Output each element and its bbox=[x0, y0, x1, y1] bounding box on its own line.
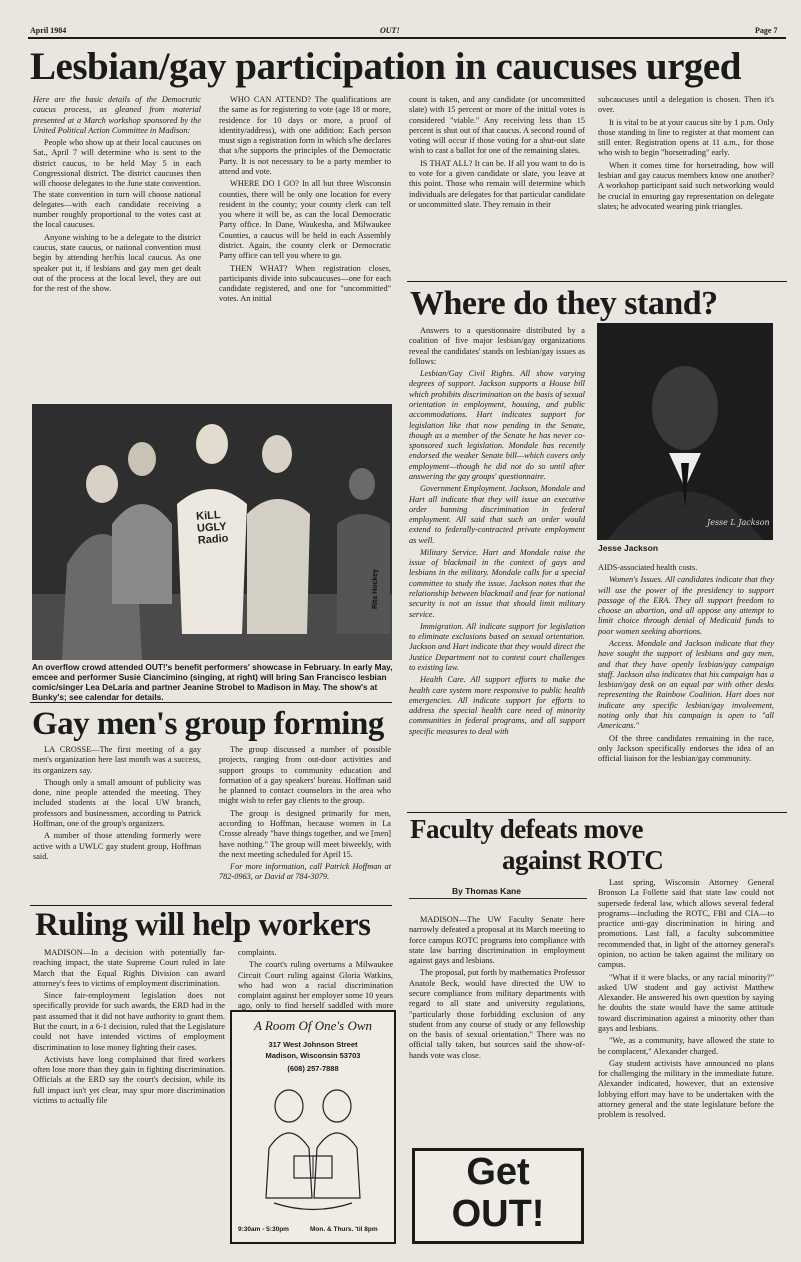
paragraph: Of the three candidates remaining in the race, only Jackson specifically endorses the idea of an official liaison for the lesbian/gay community. bbox=[598, 733, 774, 764]
gay-men-col1 bbox=[33, 745, 201, 903]
paragraph: People who show up at their local caucuses on Sat., April 7 will determine who is sent to the district caucus, to be held May 5 in each Congressional district. The district caucuses then will choose delegates to the June state convention. The state convention in turn will choose national delegates—with each candidate receiving a number roughly proportional to the votes cast at the local caucuses. bbox=[33, 138, 201, 230]
section-rule bbox=[30, 905, 392, 906]
ad-store-name: A Room Of One's Own bbox=[253, 1018, 373, 1033]
paragraph: count is taken, and any candidate (or uncommitted slate) with 15 percent or more of the initial votes is considered "viable." Any receiving less than 15 percent is shut out of that caucus. A second round of voting will occur if those voting for a shut-out slate wish to cast a ballot for one of the remaining slates. bbox=[409, 95, 585, 156]
photo-credit: Rita Hockey bbox=[372, 568, 379, 609]
paragraph: WHO CAN ATTEND? The qualifications are the same as for registering to vote (age 18 or more, residence for 10 days or more, a proof of identity/address), with one addition: Each person must sign a registration form in which s/he declares that s/he supports the principles of the Democratic Party. It is not necessary to be a party member to attend and vote. bbox=[219, 95, 391, 176]
faculty-headline-line1: Faculty defeats move bbox=[410, 814, 643, 844]
faculty-col1 bbox=[409, 915, 585, 1087]
jackson-caption: Jesse Jackson bbox=[598, 543, 659, 553]
paragraph: complaints. bbox=[238, 948, 277, 957]
paragraph: subcaucuses until a delegation is chosen. Then it's over. bbox=[598, 95, 774, 115]
paragraph: A number of those attending formerly were active with a UWLC gay student group, Hoffman said. bbox=[33, 831, 201, 861]
page-number: Page 7 bbox=[755, 26, 778, 35]
paragraph: The group discussed a number of possible projects, ranging from out-door activities and support groups to community education and formation of a gay speakers' bureau. Hoffman said he planned to contact counselors in the area who might wish to refer gay clients to the group. bbox=[219, 745, 391, 806]
get-out-line2: OUT! bbox=[451, 1193, 545, 1235]
ruling-col2 bbox=[238, 948, 393, 1011]
faculty-col2 bbox=[598, 878, 774, 1232]
ad-address-line2: Madison, Wisconsin 53703 bbox=[265, 1051, 361, 1060]
paragraph: It is vital to be at your caucus site by 1 p.m. Only those standing in line to register at that moment can still enter. Registration opens at 11 a.m., for those who wish to begin "horsetrading" early. bbox=[598, 117, 774, 158]
paragraph: Activists have long complained that fired workers often lose more than they gain in fighting discrimination. Officials at the ERD say the court's decision, while its full impact isn't yet clear, may spur more discrimination victims to actually file bbox=[33, 1054, 225, 1105]
ruling-col1 bbox=[33, 948, 225, 1240]
get-out-box bbox=[412, 1148, 584, 1244]
jackson-portrait bbox=[597, 323, 773, 540]
paragraph: Lesbian/Gay Civil Rights. All show varying degrees of support. Jackson supports a House bill which prohibits discrimination on the basis of sexual orientation in employment, housing, and public accommodations. Hart indicates support for legislation like that now pending in the Senate, though as a member of the Senate he has never co-sponsored such legislation. Mondale has recently endorsed the weaker Senate bill—which covers only employment—though he did not do so until after answering the gay groups' questionnaire. bbox=[409, 369, 585, 481]
jackson-photo bbox=[597, 323, 773, 540]
issue-date: April 1984 bbox=[30, 26, 67, 35]
paragraph: Access. Mondale and Jackson indicate that they have sought the support of lesbians and gay men, and that they have openly lesbian/gay campaign staff. Jackson also indicates that his campaign has a lesbian/gay desk on an equal par with other desks representing the Rainbow Coalition. Hart does not indicate any specific lesbian/gay involvement, noting only that his campaign is open to "all Americans." bbox=[598, 638, 774, 731]
publication-name: OUT! bbox=[380, 26, 400, 35]
paragraph: When it comes time for horsetrading, how will lesbian and gay caucus members know one another? A workshop participant said such networking would be crucial in ensuring gay representation on delegate slates; he advocated wearing pink triangles. bbox=[598, 160, 774, 211]
performers-photo bbox=[32, 404, 392, 660]
reading-women-illustration bbox=[254, 1078, 372, 1218]
gay-men-col2 bbox=[219, 745, 391, 903]
paragraph: MADISON—The UW Faculty Senate here narrowly defeated a proposal at its March meeting to force campus ROTC programs into compliance with state law barring discrimination in employment against gays and lesbians. bbox=[409, 915, 585, 966]
paragraph: Answers to a questionnaire distributed by a coalition of five major lesbian/gay organizations reveal the candidates' stands on lesbian/gay issues as follows: bbox=[409, 326, 585, 366]
paragraph: WHERE DO I GO? In all but three Wisconsin counties, there will be only one location for every resident in the county; your county clerk can tell you where it will be, as can the local Democratic Party office. In Dane, Waukesha, and Milwaukee Counties, a caucus will be held in each Assembly district. Again, the county clerk or Democratic Party office can tell you where to go. bbox=[219, 179, 391, 261]
paragraph: Government Employment. Jackson, Mondale and Hart all indicate that they will issue an executive order banning discrimination in federal employment. All said that such an order would extend to federally-contracted private employment as well. bbox=[409, 484, 585, 545]
paragraph: The group is designed primarily for men, according to Hoffman, because women in La Crosse already "have things together, and we [men] have nothing." The group will meet biweekly, with the next meeting scheduled for April 15. bbox=[219, 808, 391, 859]
paragraph: Though only a small amount of publicity was done, nine people attended the meeting. They included students at the local UW branch, professors and businessmen, according to Patrick Hoffman, one of the group's organizers. bbox=[33, 777, 201, 828]
paragraph: The proposal, put forth by mathematics Professor Anatole Beck, would have directed the UW to secure compliance from military departments with regard to all state and university regulations, "particularly those forbidding exclusion of any student from any course of study or any fellowship on the basis of sexual orientation." There was no official tally taken, but sources said the show-of-hands vote was close. bbox=[409, 968, 585, 1060]
paragraph: THEN WHAT? When registration closes, participants divide into subcaucuses—one for each candidate registered, and one for "uncommitted" votes. An initial bbox=[219, 263, 391, 304]
stand-col1 bbox=[409, 326, 585, 778]
stand-headline: Where do they stand? bbox=[410, 285, 718, 322]
ruling-headline: Ruling will help workers bbox=[35, 907, 371, 943]
photo-caption: An overflow crowd attended OUT!'s benefit performers' showcase in February. In early May, emcee and performer Susie Ciancimino (singing, at right) will bring San Francisco lesbian comic/singer Lea DeLaria and partner Jeanine Strobel to Madison in May. The show's at Bunky's; see calendar for details. bbox=[32, 662, 393, 703]
section-rule bbox=[30, 702, 392, 703]
paragraph: Since fair-employment legislation does not specifically provide for such awards, the ERD had in the past assumed that it did not have authority to grant them. But the court, in a 6-1 decision, ruled that the Legislature could not have intended victims of employment discrimination to lose money fighting their cases. bbox=[33, 991, 225, 1052]
byline-rule bbox=[409, 898, 587, 899]
stand-col2 bbox=[598, 563, 774, 778]
paragraph: Gay student activists have announced no plans for challenging the military in the immediate future. Alexander indicated, however, that an extensive lobbying effort may have to be undertaken with the attorney general and the state legislature before the problem is resolved. bbox=[598, 1058, 774, 1120]
header-rule bbox=[28, 37, 786, 39]
paragraph: LA CROSSE—The first meeting of a gay men's organization here last month was a success, its organizers say. bbox=[33, 745, 201, 775]
main-story-col2 bbox=[219, 95, 391, 395]
paragraph: The court's ruling overturns a Milwaukee Circuit Court ruling against Gloria Watkins, who had won a racial discrimination complaint against her employer some 10 years ago, only to find herself saddled with more bbox=[238, 960, 393, 1011]
byline: By Thomas Kane bbox=[452, 886, 521, 896]
ad-phone: (608) 257-7888 bbox=[287, 1064, 339, 1073]
jackson-signature: Jesse L Jackson bbox=[707, 518, 770, 527]
paragraph: Military Service. Hart and Mondale raise the issue of blackmail in the context of gays and lesbians in the military. Mondale calls for a special committee to study the issue. Jackson notes that the relationship between blackmail and fear for national security is not an issue that should limit military service. bbox=[409, 547, 585, 619]
faculty-headline-line2: against ROTC bbox=[502, 845, 664, 875]
paragraph: Health Care. All support efforts to make the health care system more responsive to public health emergencies. All indicate support for efforts to address the special health care need of minority communities in federal programs, and all support specific measures to deal with bbox=[409, 675, 585, 736]
paragraph: "What if it were blacks, or any racial minority?" asked UW student and gay activist Matthew Alexander. He answered his own question by saying he doubts the state would have the same attitude toward discrimination against a minority other than gays and lesbians. bbox=[598, 972, 774, 1033]
ad-address-line1: 317 West Johnson Street bbox=[268, 1040, 358, 1049]
shirt-text: KiLL UGLY Radio bbox=[195, 509, 229, 547]
section-rule bbox=[407, 281, 787, 282]
ad-hours: 9:30am - 5:30pm bbox=[238, 1226, 289, 1233]
paragraph: "We, as a community, have allowed the state to be complacent," Alexander charged. bbox=[598, 1036, 774, 1056]
paragraph: Anyone wishing to be a delegate to the district caucus, state caucus, or national convention must begin by attending her/his local caucus. As one speaker put it, if lesbians and gay men get dealt out of the process at the local level, they are out for the rest of the show. bbox=[33, 232, 201, 294]
gay-men-headline: Gay men's group forming bbox=[32, 706, 384, 742]
intro-paragraph: Here are the basic details of the Democratic caucus process, as gleaned from material presented at a March workshop sponsored by the United Political Action Committee in Madison: bbox=[33, 95, 201, 135]
main-story-col1 bbox=[33, 95, 201, 395]
ad-evening-hours: Mon. & Thurs. 'til 8pm bbox=[310, 1226, 378, 1233]
main-headline: Lesbian/gay participation in caucuses urged bbox=[30, 45, 741, 88]
paragraph: Last spring, Wisconsin Attorney General Bronson La Follette said that state law could not supersede federal law, which allows several federal programs—including the ROTC, FBI and CIA—to practice anti-gay discrimination in hiring and promotions. Last fall, a faculty subcommittee recommended that, in light of the attorney general's opinion, no action be taken against the military on campus. bbox=[598, 878, 774, 970]
paragraph: AIDS-associated health costs. bbox=[598, 563, 698, 572]
paragraph: IS THAT ALL? It can be. If all you want to do is to vote for a given candidate or slate, you leave at this point. Those who remain will determine which individuals are delegates for that particular candidate or uncommitted slate. They remain in their bbox=[409, 158, 586, 209]
bookstore-ad bbox=[230, 1010, 396, 1244]
get-out-line1: Get bbox=[466, 1151, 530, 1193]
contact-info: For more information, call Patrick Hoffman at 782-0963, or David at 784-3079. bbox=[219, 862, 391, 882]
paragraph: MADISON—In a decision with potentially far-reaching impact, the state Supreme Court ruled in late March that the Equal Rights Division can award attorney's fees to victims of employment discrimination. bbox=[33, 948, 225, 988]
paragraph: Women's Issues. All candidates indicate that they will use the power of the presidency to support passage of the ERA. They all support freedom to choose an abortion, and all oppose any attempt to limit choice through denial of Medicaid funds to poor women seeking abortions. bbox=[598, 575, 774, 636]
section-rule bbox=[407, 812, 787, 813]
paragraph: Immigration. All indicate support for legislation to eliminate exclusions based on sexual orientation. Jackson and Hart indicate that they would direct the Justice Department not to contest court challenges to existing law. bbox=[409, 621, 585, 672]
